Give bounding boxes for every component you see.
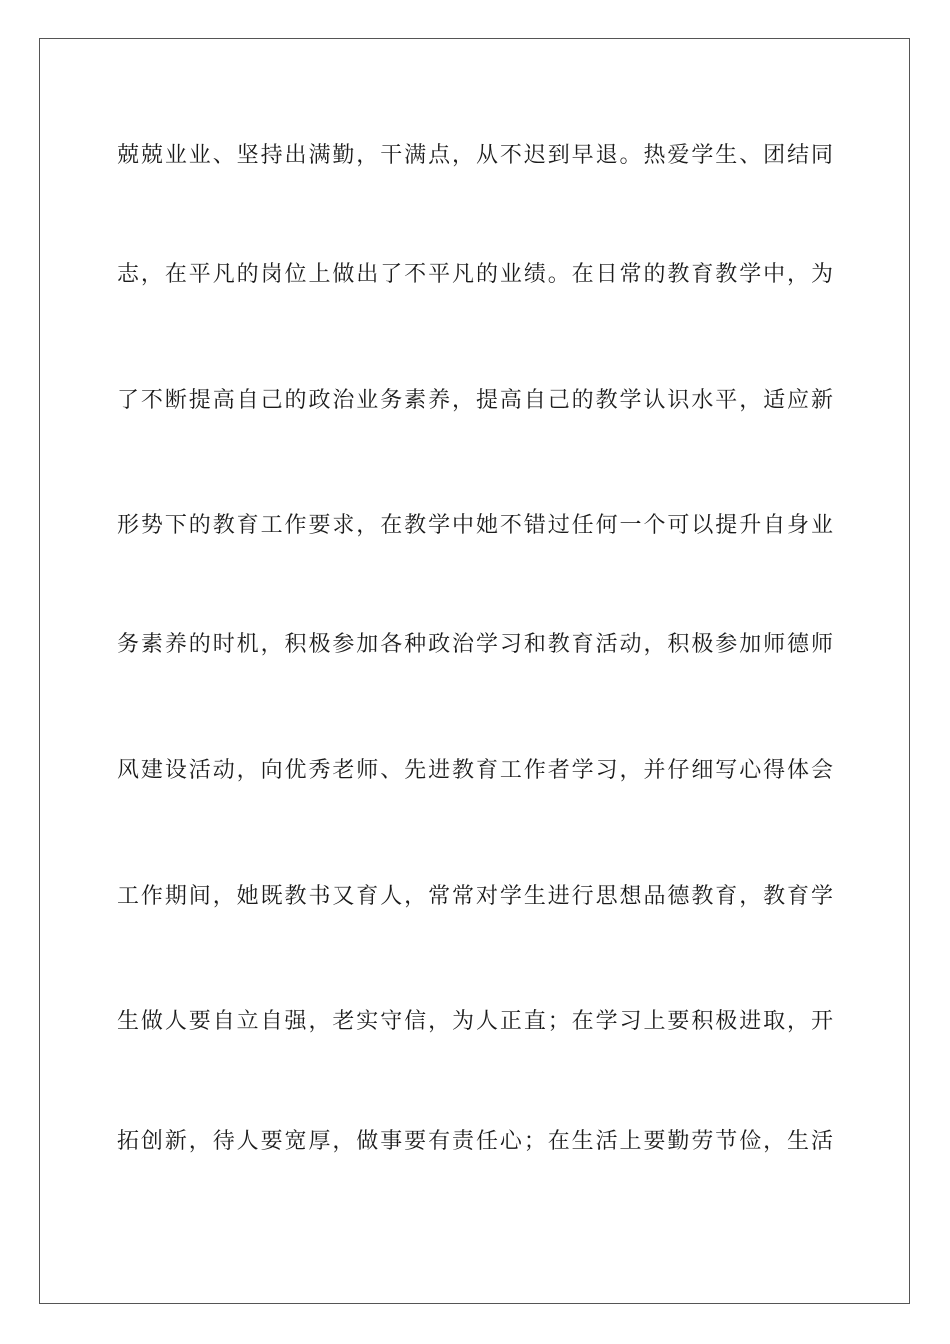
body-text-line: 工作期间，她既教书又育人，常常对学生进行思想品德教育，教育学	[117, 884, 833, 909]
body-text-line: 形势下的教育工作要求，在教学中她不错过任何一个可以提升自身业	[117, 513, 833, 538]
body-text-line: 兢兢业业、坚持出满勤，干满点，从不迟到早退。热爱学生、团结同	[117, 143, 833, 168]
body-text-line: 拓创新，待人要宽厚，做事要有责任心；在生活上要勤劳节俭，生活	[117, 1129, 833, 1154]
body-text-line: 风建设活动，向优秀老师、先进教育工作者学习，并仔细写心得体会	[117, 758, 833, 783]
body-text-line: 务素养的时机，积极参加各种政治学习和教育活动，积极参加师德师	[117, 632, 833, 657]
body-text-line: 了不断提高自己的政治业务素养，提高自己的教学认识水平，适应新	[117, 388, 833, 413]
body-text-line: 志，在平凡的岗位上做出了不平凡的业绩。在日常的教育教学中，为	[117, 262, 833, 287]
page-frame	[39, 38, 910, 1304]
body-text-line: 生做人要自立自强，老实守信，为人正直；在学习上要积极进取，开	[117, 1009, 833, 1034]
